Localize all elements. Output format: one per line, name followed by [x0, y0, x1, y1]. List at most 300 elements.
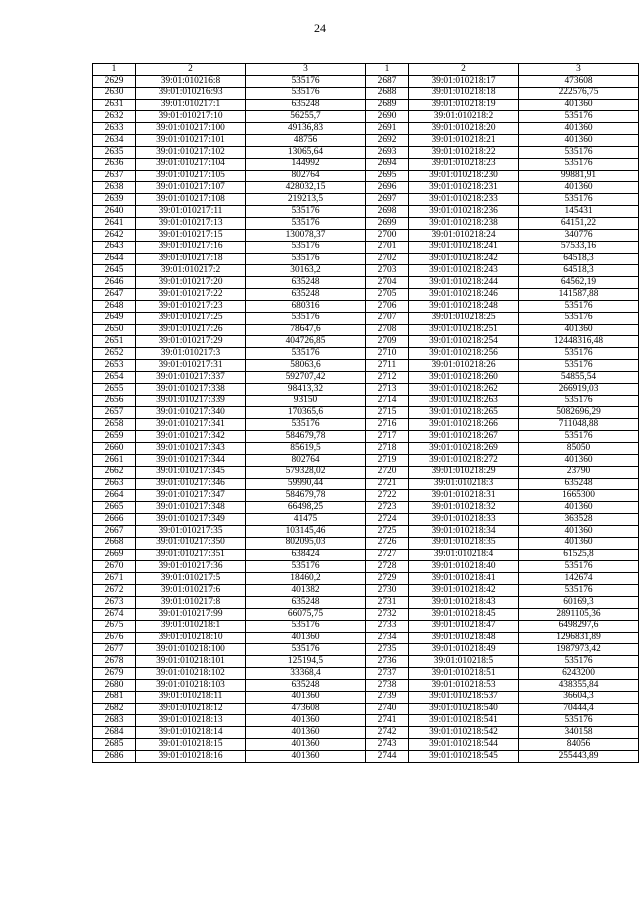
table-cell: 2742	[366, 727, 409, 739]
table-cell: 39:01:010218:41	[409, 573, 519, 585]
table-cell: 2642	[93, 229, 136, 241]
table-cell: 638424	[246, 549, 366, 561]
table-cell: 39:01:010218:244	[409, 277, 519, 289]
table-cell: 802764	[246, 454, 366, 466]
table-row	[366, 537, 639, 549]
table-cell: 39:01:010217:18	[136, 253, 246, 265]
table-cell: 39:01:010218:238	[409, 217, 519, 229]
table-cell: 340776	[519, 229, 639, 241]
table-cell: 535176	[246, 241, 366, 253]
table-row	[93, 739, 366, 751]
table-row	[93, 632, 366, 644]
table-header-row	[93, 64, 366, 76]
table-cell: 39:01:010218:1	[136, 620, 246, 632]
table-cell: 39:01:010218:40	[409, 561, 519, 573]
table-cell: 2735	[366, 644, 409, 656]
table-row	[366, 632, 639, 644]
table-cell: 39:01:010218:45	[409, 608, 519, 620]
table-row	[366, 703, 639, 715]
table-cell: 60169,3	[519, 596, 639, 608]
table-row	[93, 194, 366, 206]
table-cell: 2658	[93, 419, 136, 431]
table-cell: 66075,75	[246, 608, 366, 620]
column-header: 1	[93, 64, 136, 76]
table-cell: 2678	[93, 656, 136, 668]
table-cell: 39:01:010218:266	[409, 419, 519, 431]
table-cell: 2721	[366, 478, 409, 490]
table-row	[93, 679, 366, 691]
table-row	[93, 431, 366, 443]
table-cell: 2697	[366, 194, 409, 206]
table-cell: 1987973,42	[519, 644, 639, 656]
table-cell: 2693	[366, 146, 409, 158]
table-cell: 78647,6	[246, 324, 366, 336]
table-row	[93, 620, 366, 632]
table-cell: 39:01:010218:20	[409, 123, 519, 135]
table-cell: 2680	[93, 679, 136, 691]
table-cell: 1296831,89	[519, 632, 639, 644]
table-cell: 635248	[246, 596, 366, 608]
table-row	[366, 206, 639, 218]
table-cell: 2676	[93, 632, 136, 644]
table-cell: 401360	[246, 632, 366, 644]
table-cell: 93150	[246, 395, 366, 407]
table-cell: 401360	[519, 454, 639, 466]
table-cell: 635248	[246, 277, 366, 289]
table-row	[366, 573, 639, 585]
table-cell: 2691	[366, 123, 409, 135]
table-cell: 2653	[93, 360, 136, 372]
table-row	[366, 371, 639, 383]
table-cell: 39:01:010218:251	[409, 324, 519, 336]
table-cell: 2719	[366, 454, 409, 466]
table-cell: 39:01:010217:23	[136, 300, 246, 312]
table-cell: 39:01:010217:350	[136, 537, 246, 549]
table-row	[366, 383, 639, 395]
table-cell: 5082696,29	[519, 407, 639, 419]
table-row	[366, 395, 639, 407]
table-cell: 39:01:010218:10	[136, 632, 246, 644]
table-row	[366, 478, 639, 490]
table-cell: 2646	[93, 277, 136, 289]
table-cell: 2704	[366, 277, 409, 289]
table-cell: 39:01:010217:340	[136, 407, 246, 419]
table-cell: 2687	[366, 75, 409, 87]
table-cell: 535176	[246, 620, 366, 632]
table-row	[93, 289, 366, 301]
table-cell: 2715	[366, 407, 409, 419]
table-cell: 404726,85	[246, 336, 366, 348]
table-cell: 2705	[366, 289, 409, 301]
table-cell: 2674	[93, 608, 136, 620]
table-cell: 39:01:010217:345	[136, 466, 246, 478]
table-row	[93, 395, 366, 407]
table-row	[93, 525, 366, 537]
table-row	[366, 360, 639, 372]
table-cell: 39:01:010217:10	[136, 111, 246, 123]
table-cell: 2639	[93, 194, 136, 206]
table-cell: 535176	[246, 75, 366, 87]
table-cell: 401360	[519, 324, 639, 336]
table-cell: 535176	[246, 87, 366, 99]
table-cell: 2629	[93, 75, 136, 87]
table-cell: 2696	[366, 182, 409, 194]
table-cell: 39:01:010218:42	[409, 585, 519, 597]
table-row	[93, 324, 366, 336]
table-row	[366, 691, 639, 703]
table-cell: 23790	[519, 466, 639, 478]
table-cell: 64562,19	[519, 277, 639, 289]
table-cell: 401360	[246, 727, 366, 739]
table-row	[366, 300, 639, 312]
table-cell: 39:01:010217:351	[136, 549, 246, 561]
table-cell: 535176	[519, 348, 639, 360]
table-cell: 401360	[519, 525, 639, 537]
table-row	[93, 241, 366, 253]
table-row	[366, 146, 639, 158]
table-cell: 39:01:010218:12	[136, 703, 246, 715]
table-cell: 99881,91	[519, 170, 639, 182]
table-cell: 535176	[519, 431, 639, 443]
table-cell: 170365,6	[246, 407, 366, 419]
table-cell: 363528	[519, 514, 639, 526]
table-cell: 266919,03	[519, 383, 639, 395]
table-row	[93, 253, 366, 265]
table-cell: 2685	[93, 739, 136, 751]
table-cell: 2698	[366, 206, 409, 218]
table-row	[366, 525, 639, 537]
table-cell: 39:01:010217:26	[136, 324, 246, 336]
table-cell: 2662	[93, 466, 136, 478]
table-cell: 39:01:010218:256	[409, 348, 519, 360]
table-cell: 39:01:010217:16	[136, 241, 246, 253]
table-cell: 39:01:010218:545	[409, 750, 519, 762]
table-cell: 61525,8	[519, 549, 639, 561]
table-cell: 1665300	[519, 490, 639, 502]
table-cell: 39:01:010218:101	[136, 656, 246, 668]
table-cell: 39:01:010218:541	[409, 715, 519, 727]
table-cell: 39:01:010218:11	[136, 691, 246, 703]
table-cell: 39:01:010218:48	[409, 632, 519, 644]
table-cell: 39:01:010218:540	[409, 703, 519, 715]
table-row	[366, 289, 639, 301]
table-row	[366, 585, 639, 597]
table-cell: 39:01:010217:338	[136, 383, 246, 395]
table-cell: 2657	[93, 407, 136, 419]
table-cell: 39:01:010218:3	[409, 478, 519, 490]
table-row	[93, 585, 366, 597]
table-cell: 39:01:010218:18	[409, 87, 519, 99]
table-cell: 85619,5	[246, 443, 366, 455]
table-cell: 39:01:010218:17	[409, 75, 519, 87]
table-cell: 2661	[93, 454, 136, 466]
table-cell: 39:01:010218:13	[136, 715, 246, 727]
table-cell: 2690	[366, 111, 409, 123]
table-cell: 39:01:010218:22	[409, 146, 519, 158]
table-cell: 2652	[93, 348, 136, 360]
table-row	[93, 703, 366, 715]
table-cell: 579328,02	[246, 466, 366, 478]
table-row	[366, 454, 639, 466]
table-cell: 2743	[366, 739, 409, 751]
table-cell: 39:01:010218:236	[409, 206, 519, 218]
table-cell: 535176	[519, 715, 639, 727]
table-cell: 64151,22	[519, 217, 639, 229]
table-cell: 2633	[93, 123, 136, 135]
table-cell: 2736	[366, 656, 409, 668]
table-cell: 64518,3	[519, 253, 639, 265]
table-row	[366, 265, 639, 277]
table-cell: 98413,32	[246, 383, 366, 395]
table-row	[366, 715, 639, 727]
table-row	[93, 111, 366, 123]
table-row	[93, 348, 366, 360]
table-cell: 39:01:010217:22	[136, 289, 246, 301]
table-row	[93, 656, 366, 668]
table-cell: 535176	[246, 206, 366, 218]
table-row	[93, 750, 366, 762]
table-cell: 2701	[366, 241, 409, 253]
table-cell: 39:01:010217:101	[136, 135, 246, 147]
table-cell: 584679,78	[246, 490, 366, 502]
table-cell: 2737	[366, 668, 409, 680]
table-cell: 39:01:010218:243	[409, 265, 519, 277]
table-cell: 39:01:010218:272	[409, 454, 519, 466]
table-cell: 39:01:010218:29	[409, 466, 519, 478]
table-cell: 2709	[366, 336, 409, 348]
table-cell: 39:01:010218:246	[409, 289, 519, 301]
table-cell: 535176	[519, 312, 639, 324]
table-cell: 103145,46	[246, 525, 366, 537]
table-cell: 2708	[366, 324, 409, 336]
table-cell: 64518,3	[519, 265, 639, 277]
table-row	[366, 656, 639, 668]
table-cell: 39:01:010218:265	[409, 407, 519, 419]
table-cell: 39:01:010218:34	[409, 525, 519, 537]
table-row	[93, 182, 366, 194]
table-row	[93, 170, 366, 182]
column-header: 3	[246, 64, 366, 76]
table-cell: 2681	[93, 691, 136, 703]
table-cell: 535176	[519, 111, 639, 123]
table-row	[93, 490, 366, 502]
table-row	[366, 253, 639, 265]
table-cell: 39:01:010218:267	[409, 431, 519, 443]
table-row	[366, 336, 639, 348]
table-cell: 2722	[366, 490, 409, 502]
table-row	[93, 608, 366, 620]
table-cell: 54855,54	[519, 371, 639, 383]
table-cell: 2631	[93, 99, 136, 111]
table-cell: 145431	[519, 206, 639, 218]
table-cell: 58063,6	[246, 360, 366, 372]
page-number: 24	[314, 21, 326, 35]
table-row	[366, 182, 639, 194]
table-cell: 125194,5	[246, 656, 366, 668]
table-cell: 592707,42	[246, 371, 366, 383]
table-cell: 39:01:010218:248	[409, 300, 519, 312]
table-cell: 2732	[366, 608, 409, 620]
table-cell: 2647	[93, 289, 136, 301]
table-cell: 39:01:010217:342	[136, 431, 246, 443]
table-cell: 18460,2	[246, 573, 366, 585]
table-cell: 39:01:010217:107	[136, 182, 246, 194]
table-cell: 39:01:010217:343	[136, 443, 246, 455]
table-cell: 39:01:010218:31	[409, 490, 519, 502]
table-cell: 39:01:010218:24	[409, 229, 519, 241]
table-cell: 535176	[246, 561, 366, 573]
table-row	[366, 443, 639, 455]
table-cell: 2725	[366, 525, 409, 537]
table-cell: 39:01:010218:25	[409, 312, 519, 324]
table-row	[366, 490, 639, 502]
table-cell: 39:01:010218:233	[409, 194, 519, 206]
table-row	[93, 277, 366, 289]
table-cell: 39:01:010217:15	[136, 229, 246, 241]
table-cell: 39:01:010217:36	[136, 561, 246, 573]
table-cell: 401360	[519, 182, 639, 194]
table-cell: 401360	[246, 750, 366, 762]
table-cell: 36604,3	[519, 691, 639, 703]
table-cell: 142674	[519, 573, 639, 585]
table-row	[366, 466, 639, 478]
table-row	[93, 668, 366, 680]
table-cell: 2671	[93, 573, 136, 585]
table-row	[93, 87, 366, 99]
column-header: 1	[366, 64, 409, 76]
table-row	[93, 75, 366, 87]
table-cell: 39:01:010217:35	[136, 525, 246, 537]
table-cell: 2643	[93, 241, 136, 253]
table-cell: 39:01:010217:3	[136, 348, 246, 360]
table-cell: 219213,5	[246, 194, 366, 206]
table-row	[366, 348, 639, 360]
table-cell: 39:01:010216:93	[136, 87, 246, 99]
table-cell: 2648	[93, 300, 136, 312]
table-cell: 535176	[519, 360, 639, 372]
table-cell: 39:01:010218:26	[409, 360, 519, 372]
table-cell: 535176	[519, 158, 639, 170]
table-cell: 39:01:010217:348	[136, 502, 246, 514]
table-cell: 2688	[366, 87, 409, 99]
table-cell: 2638	[93, 182, 136, 194]
table-cell: 39:01:010218:35	[409, 537, 519, 549]
table-cell: 2695	[366, 170, 409, 182]
table-cell: 6498297,6	[519, 620, 639, 632]
table-cell: 2724	[366, 514, 409, 526]
table-cell: 130078,37	[246, 229, 366, 241]
table-row	[366, 679, 639, 691]
table-cell: 2665	[93, 502, 136, 514]
table-cell: 2711	[366, 360, 409, 372]
table-cell: 39:01:010218:260	[409, 371, 519, 383]
table-row	[366, 596, 639, 608]
table-cell: 39:01:010218:19	[409, 99, 519, 111]
table-cell: 401360	[246, 715, 366, 727]
table-cell: 39:01:010218:16	[136, 750, 246, 762]
table-header-row	[366, 64, 639, 76]
table-cell: 39:01:010217:25	[136, 312, 246, 324]
table-cell: 2728	[366, 561, 409, 573]
table-cell: 2660	[93, 443, 136, 455]
table-cell: 39:01:010217:13	[136, 217, 246, 229]
table-cell: 2632	[93, 111, 136, 123]
table-cell: 39:01:010218:2	[409, 111, 519, 123]
table-cell: 2699	[366, 217, 409, 229]
table-cell: 39:01:010217:337	[136, 371, 246, 383]
table-row	[93, 146, 366, 158]
table-cell: 39:01:010217:346	[136, 478, 246, 490]
table-row	[93, 419, 366, 431]
table-row	[366, 324, 639, 336]
table-cell: 39:01:010217:5	[136, 573, 246, 585]
table-row	[93, 466, 366, 478]
table-cell: 2740	[366, 703, 409, 715]
table-cell: 535176	[519, 146, 639, 158]
table-cell: 2741	[366, 715, 409, 727]
table-row	[366, 431, 639, 443]
table-cell: 2644	[93, 253, 136, 265]
table-cell: 41475	[246, 514, 366, 526]
table-cell: 57533,16	[519, 241, 639, 253]
table-row	[366, 229, 639, 241]
table-cell: 2667	[93, 525, 136, 537]
table-cell: 428032,15	[246, 182, 366, 194]
table-row	[366, 608, 639, 620]
table-cell: 2706	[366, 300, 409, 312]
table-row	[93, 573, 366, 585]
table-row	[366, 217, 639, 229]
table-cell: 2730	[366, 585, 409, 597]
table-cell: 584679,78	[246, 431, 366, 443]
table-row	[93, 514, 366, 526]
table-cell: 2635	[93, 146, 136, 158]
table-cell: 2654	[93, 371, 136, 383]
table-row	[93, 691, 366, 703]
table-cell: 2689	[366, 99, 409, 111]
table-cell: 2673	[93, 596, 136, 608]
table-row	[93, 99, 366, 111]
table-cell: 2659	[93, 431, 136, 443]
table-row	[366, 99, 639, 111]
table-cell: 56255,7	[246, 111, 366, 123]
table-cell: 2723	[366, 502, 409, 514]
table-cell: 401360	[519, 502, 639, 514]
table-cell: 535176	[246, 419, 366, 431]
table-cell: 635248	[246, 99, 366, 111]
table-cell: 39:01:010218:231	[409, 182, 519, 194]
table-cell: 401360	[246, 691, 366, 703]
table-cell: 401360	[246, 739, 366, 751]
table-row	[366, 277, 639, 289]
table-cell: 635248	[246, 289, 366, 301]
column-header: 3	[519, 64, 639, 76]
table-cell: 535176	[246, 644, 366, 656]
table-cell: 535176	[246, 253, 366, 265]
table-row	[366, 668, 639, 680]
table-row	[366, 620, 639, 632]
table-cell: 39:01:010218:5	[409, 656, 519, 668]
table-row	[366, 241, 639, 253]
table-cell: 2668	[93, 537, 136, 549]
table-cell: 2714	[366, 395, 409, 407]
table-cell: 59990,44	[246, 478, 366, 490]
table-cell: 2640	[93, 206, 136, 218]
table-cell: 39:01:010216:8	[136, 75, 246, 87]
table-cell: 2700	[366, 229, 409, 241]
table-cell: 39:01:010218:21	[409, 135, 519, 147]
table-cell: 2666	[93, 514, 136, 526]
